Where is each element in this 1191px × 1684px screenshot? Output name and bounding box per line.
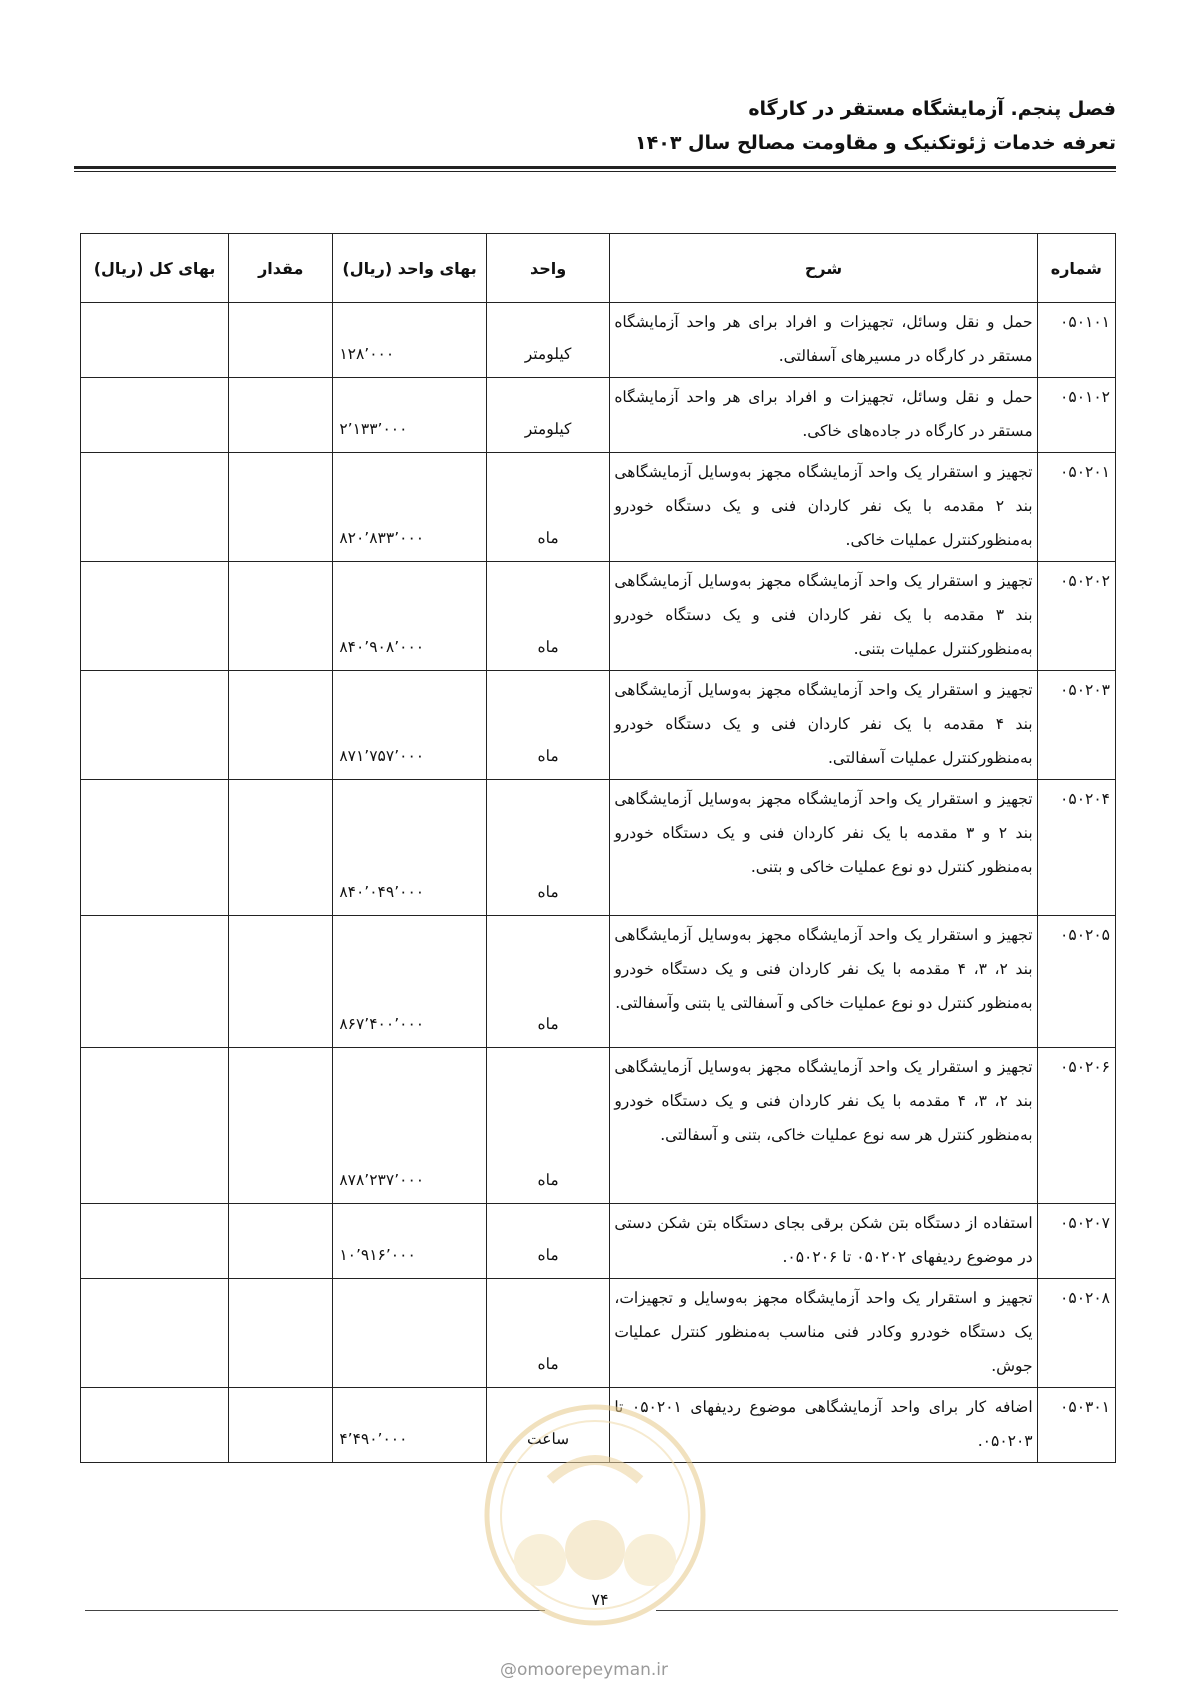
row-unit: کیلومتر <box>486 303 609 378</box>
row-total-price <box>81 916 229 1048</box>
row-unit: ماه <box>486 453 609 562</box>
row-unit-price: ۸۴۰٬۹۰۸٬۰۰۰ <box>333 562 487 671</box>
row-unit-price: ۸۷۱٬۷۵۷٬۰۰۰ <box>333 671 487 780</box>
table-row <box>81 1279 1116 1388</box>
table-header-row <box>81 234 1116 303</box>
row-quantity <box>229 671 333 780</box>
col-header-unit-price: بهای واحد (ریال) <box>333 234 487 303</box>
row-total-price <box>81 303 229 378</box>
row-description: تجهیز و استقرار یک واحد آزمایشگاه مجهز به‌وسایل آزمایشگاهی بند ۲ و ۳ مقدمه با یک نفر کاردان فنی و یک دستگاه خودرو به‌منظور کنترل دو نوع عملیات خاکی و بتنی. <box>610 780 1037 916</box>
row-description: تجهیز و استقرار یک واحد آزمایشگاه مجهز به‌وسایل آزمایشگاهی بند ۳ مقدمه با یک نفر کاردان فنی و یک دستگاه خودرو به‌منظورکنترل عملیات بتنی. <box>610 562 1037 671</box>
row-unit-price: ۱۲۸٬۰۰۰ <box>333 303 487 378</box>
row-unit: ماه <box>486 1279 609 1388</box>
row-unit: ماه <box>486 671 609 780</box>
row-total-price <box>81 1388 229 1463</box>
col-header-code: شماره <box>1037 234 1115 303</box>
row-code: ۰۵۰۲۰۳ <box>1037 671 1115 780</box>
row-quantity <box>229 1048 333 1204</box>
col-header-desc: شرح <box>610 234 1037 303</box>
row-description: تجهیز و استقرار یک واحد آزمایشگاه مجهز به‌وسایل آزمایشگاهی بند ۲، ۳، ۴ مقدمه با یک نفر کاردان فنی و یک دستگاه خودرو به‌منظور کنترل دو نوع عملیات خاکی و آسفالتی یا بتنی وآسفالتی. <box>610 916 1037 1048</box>
table-row <box>81 303 1116 378</box>
row-unit-price: ۸۲۰٬۸۳۳٬۰۰۰ <box>333 453 487 562</box>
row-description: تجهیز و استقرار یک واحد آزمایشگاه مجهز به‌وسایل و تجهیزات، یک دستگاه خودرو وکادر فنی مناسب به‌منظور کنترل عملیات جوش. <box>610 1279 1037 1388</box>
tariff-table <box>80 233 1116 1463</box>
row-total-price <box>81 1279 229 1388</box>
header-tariff-title: تعرفه خدمات ژئوتکنیک و مقاومت مصالح سال ۱۴۰۳ <box>635 132 1116 154</box>
row-unit-price: ۸۷۸٬۲۳۷٬۰۰۰ <box>333 1048 487 1204</box>
row-quantity <box>229 562 333 671</box>
row-unit-price: ۴٬۴۹۰٬۰۰۰ <box>333 1388 487 1463</box>
table-row <box>81 916 1116 1048</box>
header-rule-thin <box>74 171 1116 172</box>
row-quantity <box>229 780 333 916</box>
table-row <box>81 378 1116 453</box>
row-total-price <box>81 671 229 780</box>
row-unit: ساعت <box>486 1388 609 1463</box>
row-quantity <box>229 303 333 378</box>
row-quantity <box>229 1204 333 1279</box>
row-code: ۰۵۰۲۰۱ <box>1037 453 1115 562</box>
footer-rule-right <box>656 1610 1118 1611</box>
row-code: ۰۵۰۱۰۲ <box>1037 378 1115 453</box>
table-row <box>81 1048 1116 1204</box>
row-code: ۰۵۰۲۰۸ <box>1037 1279 1115 1388</box>
row-quantity <box>229 1279 333 1388</box>
row-code: ۰۵۰۲۰۲ <box>1037 562 1115 671</box>
row-description: استفاده از دستگاه بتن شکن برقی بجای دستگاه بتن شکن دستی در موضوع ردیفهای ۰۵۰۲۰۲ تا ۰۵۰۲۰۶. <box>610 1204 1037 1279</box>
table-row <box>81 1204 1116 1279</box>
row-quantity <box>229 1388 333 1463</box>
footer-rule-left <box>85 1610 545 1611</box>
col-header-qty: مقدار <box>229 234 333 303</box>
table-row <box>81 671 1116 780</box>
row-unit: ماه <box>486 1204 609 1279</box>
row-total-price <box>81 562 229 671</box>
watermark-url: @omoorepeyman.ir <box>500 1660 669 1680</box>
header-rule-thick <box>74 166 1116 169</box>
table-row <box>81 780 1116 916</box>
watermark-seal <box>480 1400 710 1630</box>
row-description: تجهیز و استقرار یک واحد آزمایشگاه مجهز به‌وسایل آزمایشگاهی بند ۴ مقدمه با یک نفر کاردان فنی و یک دستگاه خودرو به‌منظورکنترل عملیات آسفالتی. <box>610 671 1037 780</box>
row-total-price <box>81 1048 229 1204</box>
row-unit-price <box>333 1279 487 1388</box>
table-row <box>81 453 1116 562</box>
header-chapter-title: فصل پنجم. آزمایشگاه مستقر در کارگاه <box>748 98 1116 120</box>
row-unit: ماه <box>486 1048 609 1204</box>
page-header <box>635 92 1116 160</box>
row-description: اضافه کار برای واحد آزمایشگاهی موضوع ردیفهای ۰۵۰۲۰۱ تا ۰۵۰۲۰۳. <box>610 1388 1037 1463</box>
row-description: حمل و نقل وسائل، تجهیزات و افراد برای هر واحد آزمایشگاه مستقر در کارگاه در مسیرهای آسفالتی. <box>610 303 1037 378</box>
page-number: ۷۴ <box>591 1590 609 1609</box>
row-total-price <box>81 378 229 453</box>
row-quantity <box>229 378 333 453</box>
col-header-unit: واحد <box>486 234 609 303</box>
row-code: ۰۵۰۳۰۱ <box>1037 1388 1115 1463</box>
row-unit-price: ۸۴۰٬۰۴۹٬۰۰۰ <box>333 780 487 916</box>
row-quantity <box>229 916 333 1048</box>
row-code: ۰۵۰۲۰۷ <box>1037 1204 1115 1279</box>
row-unit: ماه <box>486 916 609 1048</box>
row-unit: کیلومتر <box>486 378 609 453</box>
row-unit-price: ۸۶۷٬۴۰۰٬۰۰۰ <box>333 916 487 1048</box>
row-quantity <box>229 453 333 562</box>
col-header-total: بهای کل (ریال) <box>81 234 229 303</box>
row-description: تجهیز و استقرار یک واحد آزمایشگاه مجهز به‌وسایل آزمایشگاهی بند ۲، ۳، ۴ مقدمه با یک نفر کاردان فنی و یک دستگاه خودرو به‌منظور کنترل هر سه نوع عملیات خاکی، بتنی و آسفالتی. <box>610 1048 1037 1204</box>
row-unit-price: ۱۰٬۹۱۶٬۰۰۰ <box>333 1204 487 1279</box>
row-code: ۰۵۰۲۰۶ <box>1037 1048 1115 1204</box>
row-unit: ماه <box>486 780 609 916</box>
row-unit: ماه <box>486 562 609 671</box>
table-row <box>81 562 1116 671</box>
row-description: حمل و نقل وسائل، تجهیزات و افراد برای هر واحد آزمایشگاه مستقر در کارگاه در جاده‌های خاکی. <box>610 378 1037 453</box>
row-code: ۰۵۰۲۰۴ <box>1037 780 1115 916</box>
row-total-price <box>81 1204 229 1279</box>
row-total-price <box>81 780 229 916</box>
row-description: تجهیز و استقرار یک واحد آزمایشگاه مجهز به‌وسایل آزمایشگاهی بند ۲ مقدمه با یک نفر کاردان فنی و یک دستگاه خودرو به‌منظورکنترل عملیات خاکی. <box>610 453 1037 562</box>
row-code: ۰۵۰۱۰۱ <box>1037 303 1115 378</box>
row-total-price <box>81 453 229 562</box>
row-code: ۰۵۰۲۰۵ <box>1037 916 1115 1048</box>
row-unit-price: ۲٬۱۳۳٬۰۰۰ <box>333 378 487 453</box>
